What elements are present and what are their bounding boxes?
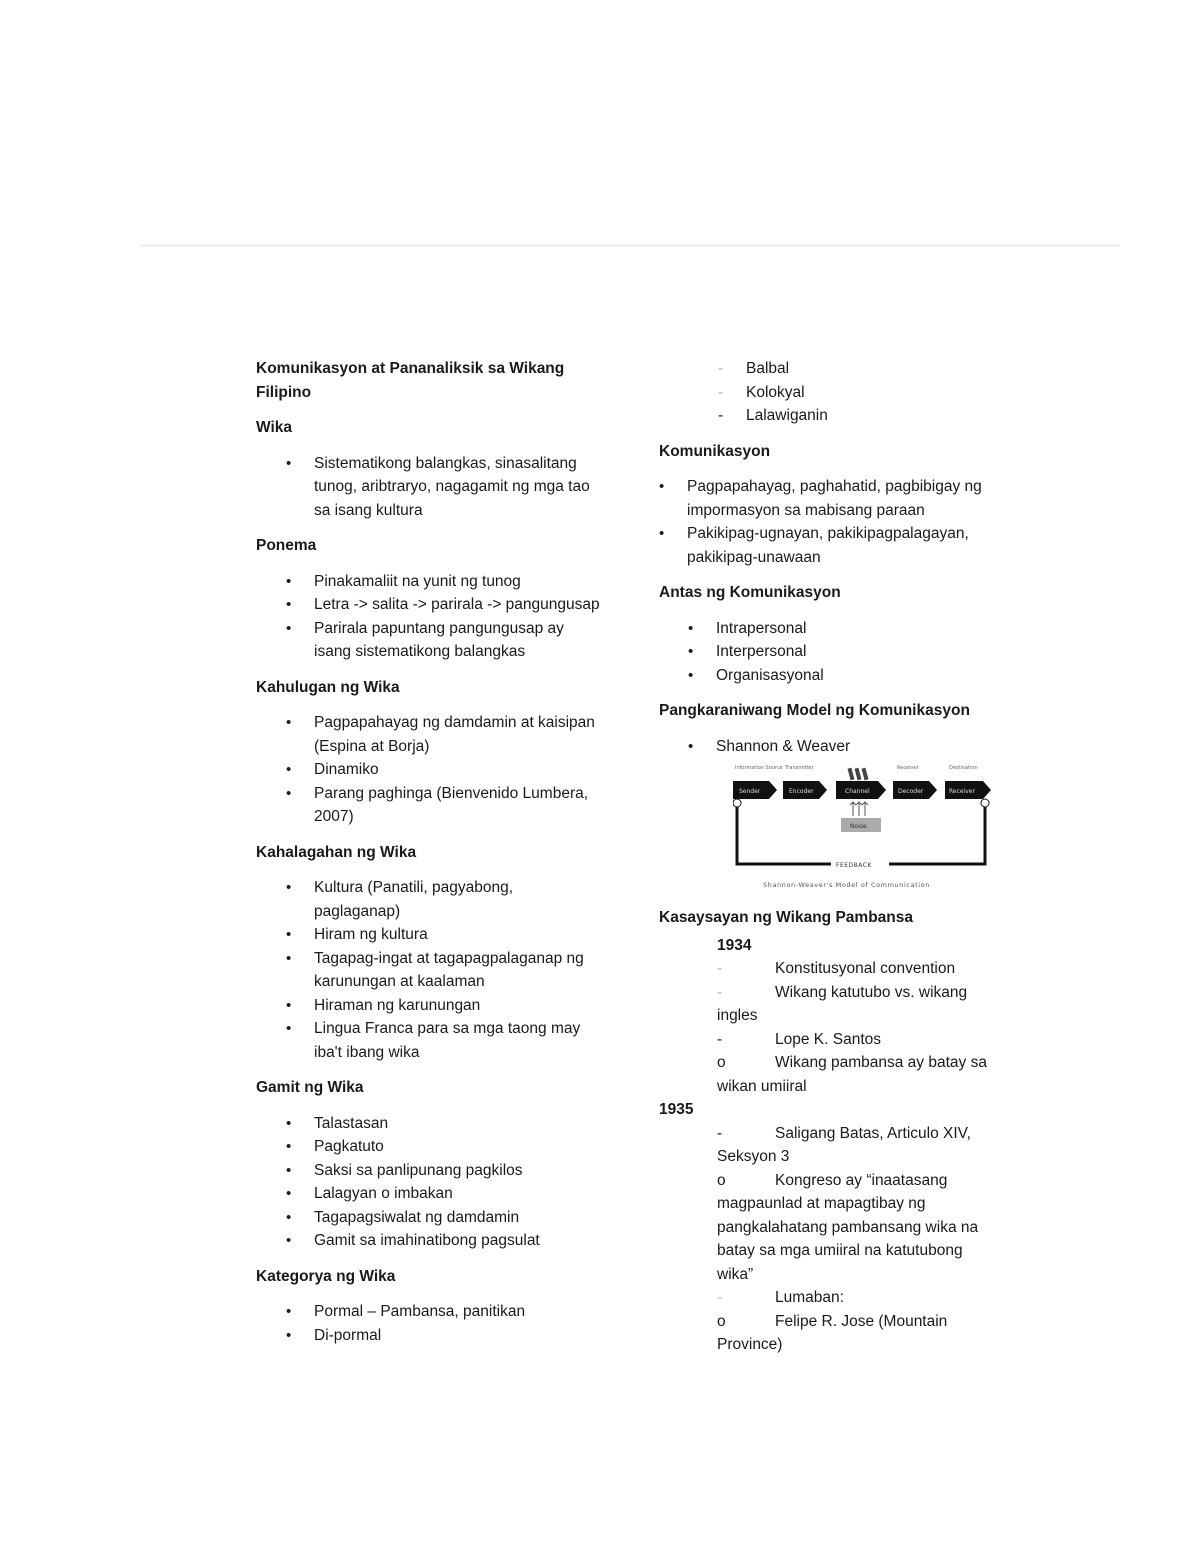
list-item: • Gamit sa imahinatibong pagsulat: [314, 1229, 601, 1253]
label-transmitter: Transmitter: [785, 765, 814, 771]
timeline-row-cont: wika”: [717, 1265, 754, 1283]
list-item: • Hiram ng kultura: [314, 923, 601, 947]
noise-arrows: [850, 802, 868, 816]
list-antas: [659, 617, 999, 688]
list-item: • Dinamiko: [314, 758, 601, 782]
timeline-row-cont: pangkalahatang pambansang wika na: [717, 1218, 979, 1236]
timeline-row-cont: ingles: [717, 1007, 758, 1024]
heading-antas: Antas ng Komunikasyon: [659, 584, 841, 601]
heading-ponema: Ponema: [256, 537, 317, 554]
list-item: • Organisasyonal: [716, 664, 999, 688]
timeline-row: - Saligang Batas, Articulo XIV,: [717, 1124, 971, 1142]
timeline-row: o Kongreso ay “inaatasang: [717, 1171, 948, 1189]
list-item: • Lalagyan o imbakan: [314, 1182, 601, 1206]
box-receiver: [945, 781, 991, 799]
left-column: [256, 357, 601, 1347]
box-channel: [836, 781, 886, 799]
document-title: Komunikasyon at Pananaliksik sa Wikang Filipino: [256, 360, 565, 401]
list-item: • Pormal – Pambansa, panitikan: [314, 1300, 601, 1324]
list-item: • Tagapag-ingat at tagapagpalaganap ng karunungan at kaalaman: [314, 947, 601, 994]
svg-text:Receiver: Receiver: [949, 788, 975, 795]
list-kahalagahan: [256, 876, 601, 1064]
timeline-row: - Wikang katutubo vs. wikang: [717, 983, 968, 1001]
list-kahulugan: [256, 711, 601, 829]
timeline-row: o Felipe R. Jose (Mountain: [717, 1312, 948, 1330]
svg-text:Decoder: Decoder: [898, 788, 924, 795]
list-item: • Hiraman ng karunungan: [314, 994, 601, 1018]
list-item: • Tagapagsiwalat ng damdamin: [314, 1206, 601, 1230]
list-item: • Pagpapahayag, paghahatid, pagbibigay ng impormasyon sa mabisang paraan: [687, 475, 999, 522]
list-item: • Kultura (Panatili, pagyabong, paglaganap): [314, 876, 601, 923]
list-item: • Letra -> salita -> parirala -> pangungusap: [314, 593, 601, 617]
list-item: • Pinakamaliit na yunit ng tunog: [314, 570, 601, 594]
svg-text:Channel: Channel: [845, 788, 870, 795]
timeline-row-cont: Seksyon 3: [717, 1148, 790, 1165]
label-destination: Destination: [949, 765, 978, 771]
box-noise: [841, 818, 881, 832]
year-1935: 1935: [659, 1101, 694, 1118]
list-ponema: [256, 570, 601, 664]
list-gamit: [256, 1112, 601, 1253]
label-receiver: Receiver: [897, 765, 919, 771]
list-kategorya-continued: [659, 357, 999, 428]
svg-text:Sender: Sender: [739, 788, 761, 795]
heading-kahalagahan: Kahalagahan ng Wika: [256, 843, 417, 861]
box-decoder: [893, 781, 937, 799]
list-item: - Kolokyal: [746, 381, 999, 405]
heading-kahulugan: Kahulugan ng Wika: [256, 678, 400, 696]
timeline-row: - Lope K. Santos: [717, 1030, 881, 1048]
list-item: • Saksi sa panlipunang pagkilos: [314, 1159, 601, 1183]
list-item: • Di-pormal: [314, 1324, 601, 1348]
list-wika: [256, 452, 601, 523]
list-item: • Pakikipag-ugnayan, pakikipagpalagayan, pakikipag-unawaan: [687, 522, 999, 569]
feedback-loop: [737, 806, 985, 864]
channel-waves: [848, 768, 869, 781]
kasaysayan-timeline: [659, 934, 999, 1357]
list-item: - Balbal: [746, 357, 999, 381]
timeline-row: o Wikang pambansa ay batay sa: [717, 1054, 987, 1071]
list-item: • Intrapersonal: [716, 617, 999, 641]
page-divider: [140, 244, 1120, 247]
year-1934: 1934: [717, 936, 752, 954]
timeline-row-cont: wikan umiiral: [717, 1077, 807, 1095]
box-sender: [733, 781, 777, 799]
list-modelo: [659, 735, 999, 759]
heading-wika: Wika: [256, 419, 293, 436]
heading-kasaysayan: Kasaysayan ng Wikang Pambansa: [659, 909, 913, 926]
timeline-row-cont: Province): [717, 1336, 783, 1353]
svg-text:FEEDBACK: FEEDBACK: [836, 862, 872, 869]
svg-text:Noise: Noise: [850, 823, 867, 830]
list-item: - Lalawiganin: [746, 404, 999, 428]
list-item: • Interpersonal: [716, 640, 999, 664]
list-item: • Talastasan: [314, 1112, 601, 1136]
shannon-weaver-diagram: [733, 760, 995, 892]
right-column: [659, 357, 999, 1357]
list-item: • Shannon & Weaver: [716, 735, 999, 759]
timeline-row: - Lumaban:: [717, 1289, 844, 1306]
list-item: • Parang paghinga (Bienvenido Lumbera, 2007): [314, 782, 601, 829]
feedback-label: [831, 859, 889, 869]
timeline-row: - Konstitusyonal convention: [717, 960, 956, 977]
list-item: • Sistematikong balangkas, sinasalitang tunog, aribtraryo, nagagamit ng mga tao sa isang kultura: [314, 452, 601, 523]
list-item: • Pagpapahayag ng damdamin at kaisipan (Espina at Borja): [314, 711, 601, 758]
timeline-row-cont: batay sa mga umiiral na katutubong: [717, 1242, 963, 1259]
heading-kategorya: Kategorya ng Wika: [256, 1267, 396, 1285]
timeline-row-cont: magpaunlad at mapagtibay ng: [717, 1195, 926, 1212]
svg-text:Encoder: Encoder: [789, 788, 814, 795]
list-item: • Parirala papuntang pangungusap ay isang sistematikong balangkas: [314, 617, 601, 664]
diagram-caption: Shannon-Weaver's Model of Communication: [763, 881, 930, 889]
list-item: • Pagkatuto: [314, 1135, 601, 1159]
list-kategorya: [256, 1300, 601, 1347]
heading-komunikasyon: Komunikasyon: [659, 442, 771, 460]
box-encoder: [783, 781, 827, 799]
heading-modelo: Pangkaraniwang Model ng Komunikasyon: [659, 702, 970, 719]
list-item: • Lingua Franca para sa mga taong may iba't ibang wika: [314, 1017, 601, 1064]
list-komunikasyon: [659, 475, 999, 569]
label-information-source: Information Source: [735, 765, 783, 771]
heading-gamit: Gamit ng Wika: [256, 1079, 364, 1096]
